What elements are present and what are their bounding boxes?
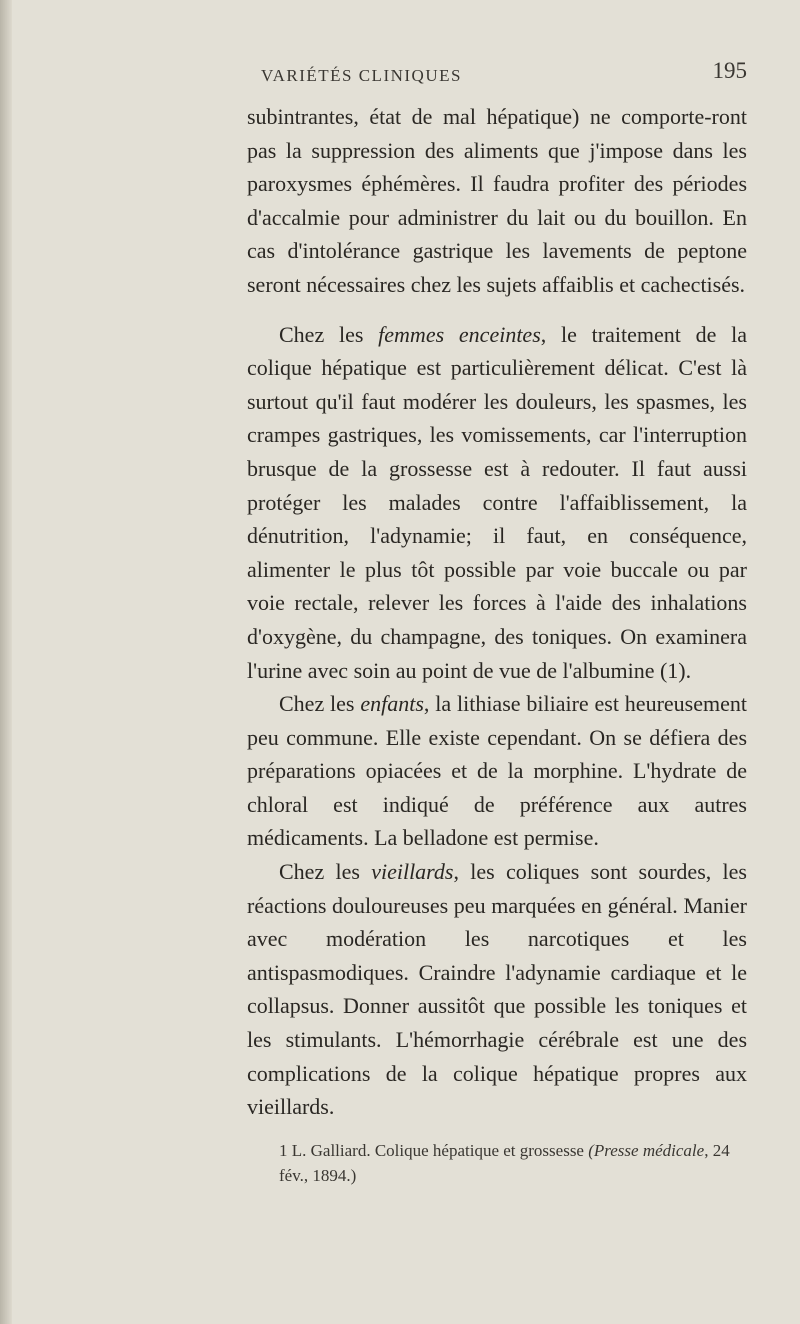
paragraph-rest: , le traitement de la colique hépatique est particulièrement délicat. C'est là surtout qu'il faut modérer les douleurs, les spasmes, les crampes gastriques, les vomissements, car l'interruption brusque de la grossesse est à redouter. Il faut aussi protéger les malades contre l'affaiblissement, la dénutrition, l'adynamie; il faut, en conséquence, alimenter le plus tôt possible par voie buccale ou par voie rectale, relever les forces à l'aide des inhalations d'oxygène, du champagne, des toniques. On examinera l'urine avec soin au point de vue de l'albumine (1).: [247, 321, 748, 683]
body-text: [247, 100, 747, 1188]
footnote-lead: 1 L. Galliard. Colique hépatique et grossesse: [279, 1140, 589, 1160]
paragraph-lead: Chez les: [279, 321, 379, 347]
footnote: [247, 1138, 747, 1188]
paragraph-pregnant-women: [247, 318, 747, 688]
footnote-source: (Presse médicale: [588, 1140, 705, 1160]
paragraph-elderly: [247, 855, 747, 1124]
paragraph-rest: , les coliques sont sourdes, les réactions douloureuses peu marquées en général. Manier avec modération les narcotiques et les antispasmodiques. Craindre l'adynamie cardiaque et le collapsus. Donner aussitôt que possible les toniques et les stimulants. L'hémorrhagie cérébrale est une des complications de la colique hépatique propres aux vieillards.: [247, 859, 747, 1120]
book-page: [247, 58, 747, 1205]
paragraph-rest: , la lithiase biliaire est heureusement peu commune. Elle existe cependant. On se défiera des préparations opiacées et de la morphine. L'hydrate de chloral est indiqué de préférence aux autres médicaments. La belladone est permise.: [247, 691, 747, 851]
paragraph-lead: Chez les: [279, 859, 372, 885]
paragraph-continuation: subintrantes, état de mal hépatique) ne comporte-ront pas la suppression des aliments que j'impose dans les paroxysmes éphémères. Il faudra profiter des périodes d'accalmie pour administrer du lait ou du bouillon. En cas d'intolérance gastrique les lavements de peptone seront nécessaires chez les sujets affaiblis et cachectisés.: [247, 104, 747, 297]
running-head: VARIÉTÉS CLINIQUES: [261, 66, 462, 85]
paragraph-children: [247, 687, 747, 855]
page-binding-edge: [0, 0, 12, 1324]
emphasis-term: vieillards: [371, 859, 454, 885]
page-header: [247, 58, 747, 92]
footnote-rest: , 24 fév., 1894.): [279, 1140, 730, 1185]
paragraph-lead: Chez les: [279, 691, 361, 717]
emphasis-term: femmes enceintes: [378, 321, 541, 347]
emphasis-term: enfants: [360, 691, 424, 717]
page-number: 195: [712, 58, 747, 83]
